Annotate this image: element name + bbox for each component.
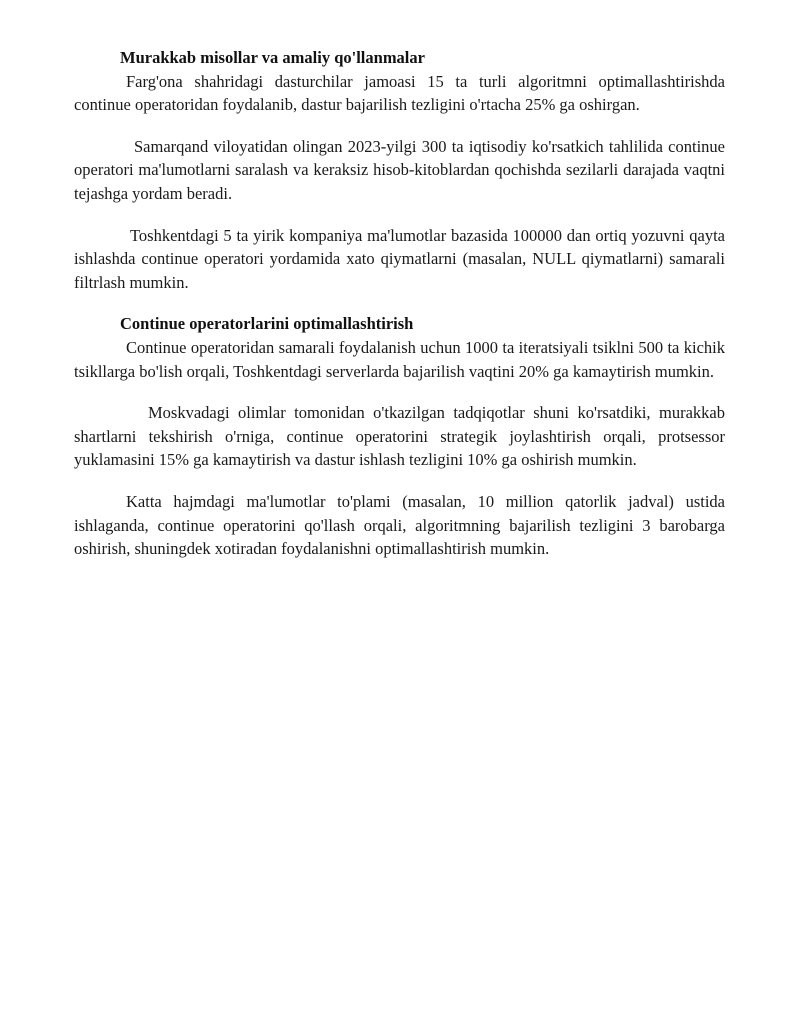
paragraph-large-dataset: Katta hajmdagi ma'lumotlar to'plami (masalan, 10 million qatorlik jadval) ustida ishlaganda, continue operatorini qo'llash orqali, algoritmning bajarilish tezligini 3 barobarga oshirish, shuningdek xotiradan foydalanishni optimallashtirish mumkin. — [74, 491, 725, 559]
paragraph-iterations: Continue operatoridan samarali foydalanish uchun 1000 ta iteratsiyali tsiklni 500 ta kichik tsikllarga bo'lish orqali, Toshkentdagi serverlarda bajarilish vaqtini 20% ga kamaytirish mumkin. — [74, 337, 725, 381]
section-heading-optimization: Continue operatorlarini optimallashtirish — [120, 314, 414, 334]
paragraph-tashkent-companies: Toshkentdagi 5 ta yirik kompaniya ma'lumotlar bazasida 100000 dan ortiq yozuvni qayta ishlashda continue operatori yordamida xato qiymatlarni (masalan, NULL qiymatlarni) samarali filtrlash mumkin. — [74, 225, 725, 292]
section-heading-examples: Murakkab misollar va amaliy qo'llanmalar — [120, 48, 425, 67]
paragraph-moscow: Moskvadagi olimlar tomonidan o'tkazilgan tadqiqotlar shuni ko'rsatdiki, murakkab shartlarni tekshirish o'rniga, continue operatorini strategik joylashtirish orqali, protsessor yuklamasini 15% ga kamaytirish va dastur ishlash tezligini 10% ga oshirish mumkin. — [74, 403, 725, 470]
paragraph-fergana: Farg'ona shahridagi dasturchilar jamoasi 15 ta turli algoritmni optimallashtirishda continue operatoridan foydalanib, dastur bajarilish tezligini o'rtacha 25% ga oshirgan. — [74, 71, 725, 115]
paragraph-samarkand: Samarqand viloyatidan olingan 2023-yilgi 300 ta iqtisodiy ko'rsatkich tahlilida continue operatori ma'lumotlarni saralash va keraksiz hisob-kitoblardan qochishda sezilarli darajada vaqtni tejashga yordam beradi. — [74, 136, 725, 203]
document-body — [74, 46, 725, 561]
